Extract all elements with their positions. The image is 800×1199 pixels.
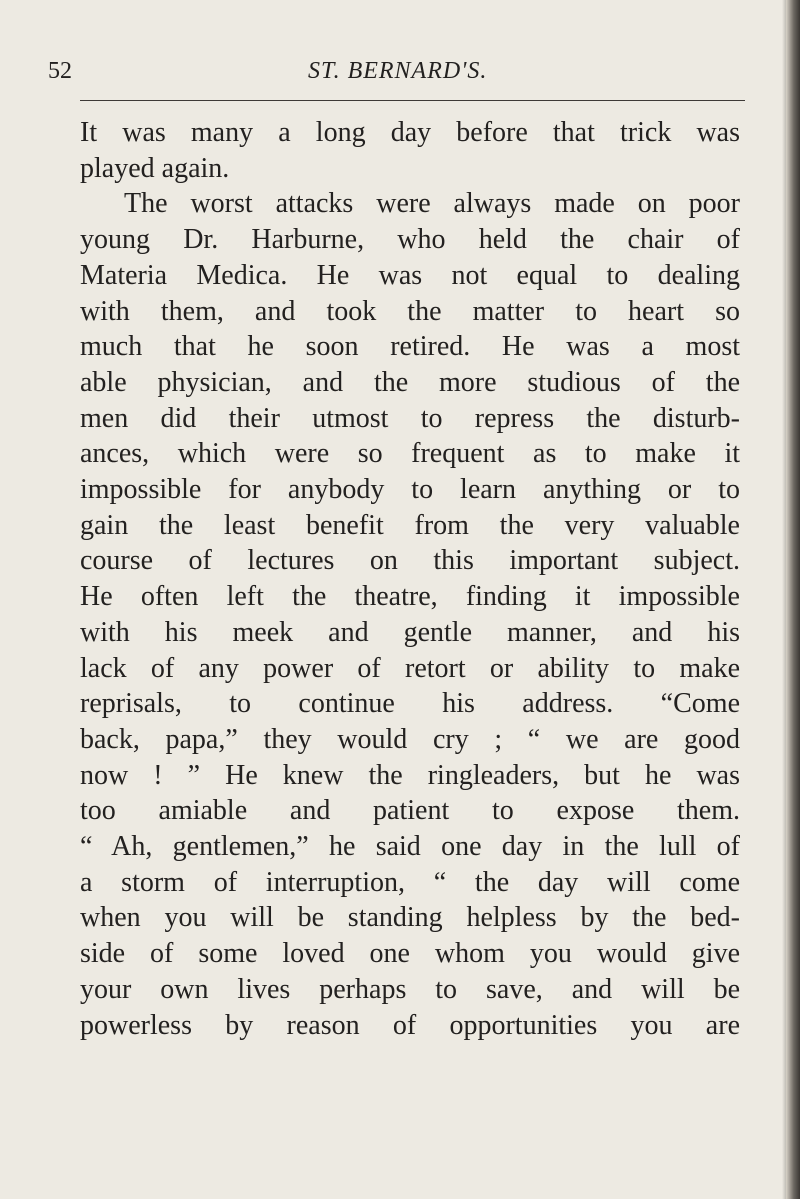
page-number: 52 <box>48 58 72 84</box>
text-line: lack of any power of retort or ability to make <box>80 652 740 684</box>
header-rule <box>80 100 745 101</box>
text-line: powerless by reason of opportunities you are <box>80 1009 740 1041</box>
text-line: a storm of interruption, “ the day will come <box>80 866 740 898</box>
text-line: course of lectures on this important subject. <box>80 545 740 577</box>
text-line: men did their utmost to repress the disturb- <box>80 402 740 434</box>
text-line: young Dr. Harburne, who held the chair of <box>80 224 740 256</box>
text-line: “ Ah, gentlemen,” he said one day in the lull of <box>80 831 740 863</box>
text-line: when you will be standing helpless by the bed- <box>80 902 740 934</box>
text-line: The worst attacks were always made on poor <box>124 188 740 220</box>
page-header <box>48 58 738 88</box>
body-text <box>80 115 740 1043</box>
text-line: He often left the theatre, finding it impossible <box>80 581 740 613</box>
text-line: your own lives perhaps to save, and will be <box>80 973 740 1005</box>
text-line: with them, and took the matter to heart so <box>80 295 740 327</box>
text-line: side of some loved one whom you would give <box>80 938 740 970</box>
text-line: too amiable and patient to expose them. <box>80 795 740 827</box>
text-line: with his meek and gentle manner, and his <box>80 616 740 648</box>
page-edge <box>786 0 800 1199</box>
text-line: played again. <box>80 152 230 184</box>
text-line: ances, which were so frequent as to make it <box>80 438 740 470</box>
text-line: reprisals, to continue his address. “Come <box>80 688 740 720</box>
text-line: gain the least benefit from the very valuable <box>80 509 740 541</box>
running-head: ST. BERNARD'S. <box>308 58 488 84</box>
text-line: now ! ” He knew the ringleaders, but he was <box>80 759 740 791</box>
text-line: back, papa,” they would cry ; “ we are good <box>80 723 740 755</box>
text-line: Materia Medica. He was not equal to dealing <box>80 259 740 291</box>
text-line: much that he soon retired. He was a most <box>80 331 740 363</box>
text-line: able physician, and the more studious of the <box>80 366 740 398</box>
text-line: It was many a long day before that trick was <box>80 117 740 148</box>
text-line: impossible for anybody to learn anything or to <box>80 474 740 506</box>
